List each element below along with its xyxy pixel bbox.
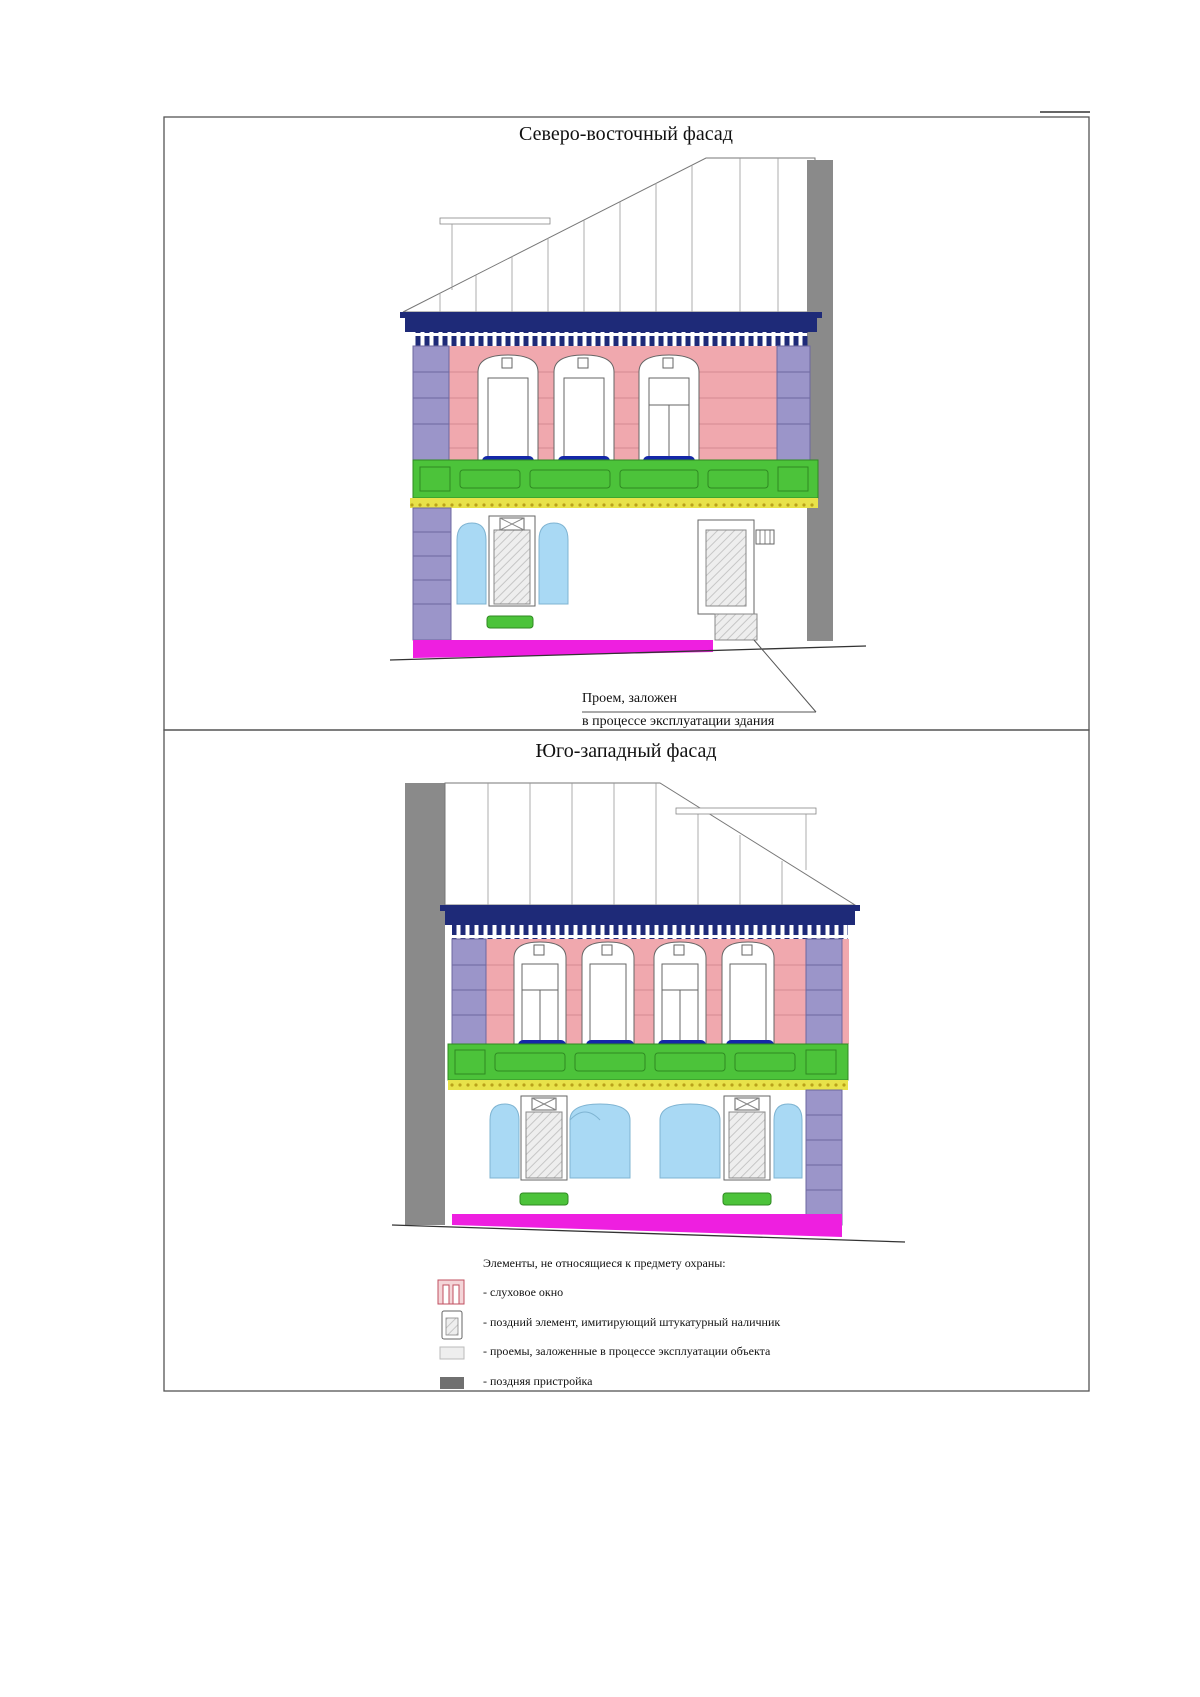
imitation-casing-icon <box>442 1311 462 1339</box>
legend <box>438 1256 780 1389</box>
upper-window-4 <box>722 942 774 1050</box>
legend-heading: Элементы, не относящиеся к предмету охраны: <box>483 1256 726 1270</box>
pilaster-right <box>777 346 810 460</box>
northeast-facade <box>390 158 866 712</box>
legend-label-casing: - поздний элемент, имитирующий штукатурный наличник <box>483 1315 781 1329</box>
annotation-line-1: Проем, заложен <box>582 691 678 706</box>
late-annex <box>405 783 445 1225</box>
dentil-row <box>452 925 848 939</box>
upper-window-2 <box>554 355 614 466</box>
upper-window-3 <box>639 355 699 466</box>
pilaster-lower-right <box>806 1090 842 1225</box>
facade-title-southwest: Юго-западный фасад <box>535 740 717 762</box>
upper-window-1 <box>478 355 538 466</box>
belt-course <box>413 460 818 498</box>
dormer-window-icon <box>438 1280 464 1304</box>
upper-wall <box>452 939 849 1044</box>
southwest-facade <box>392 783 905 1242</box>
legend-label-dormer: - слуховое окно <box>483 1285 564 1299</box>
dentil-row <box>412 332 810 346</box>
pilaster-left <box>413 346 449 460</box>
frieze <box>410 498 818 508</box>
legend-label-annex: - поздняя пристройка <box>483 1374 593 1388</box>
bricked-opening-icon <box>440 1347 464 1359</box>
frieze <box>448 1080 848 1090</box>
upper-window-3 <box>654 942 706 1050</box>
belt-course <box>448 1044 848 1080</box>
late-annex-icon <box>440 1377 464 1389</box>
pilaster-right <box>806 939 842 1044</box>
roof-gable <box>403 158 815 312</box>
pilaster-lower-left <box>413 508 451 640</box>
legend-label-bricked: - проемы, заложенные в процессе эксплуатации объекта <box>483 1344 771 1358</box>
upper-window-2 <box>582 942 634 1050</box>
roof-gable <box>445 783 855 905</box>
pilaster-left <box>452 939 486 1044</box>
late-annex <box>807 160 833 641</box>
facade-title-northeast: Северо-восточный фасад <box>519 123 733 145</box>
annotation-line-2: в процессе эксплуатации здания <box>582 714 775 729</box>
upper-window-1 <box>514 942 566 1050</box>
